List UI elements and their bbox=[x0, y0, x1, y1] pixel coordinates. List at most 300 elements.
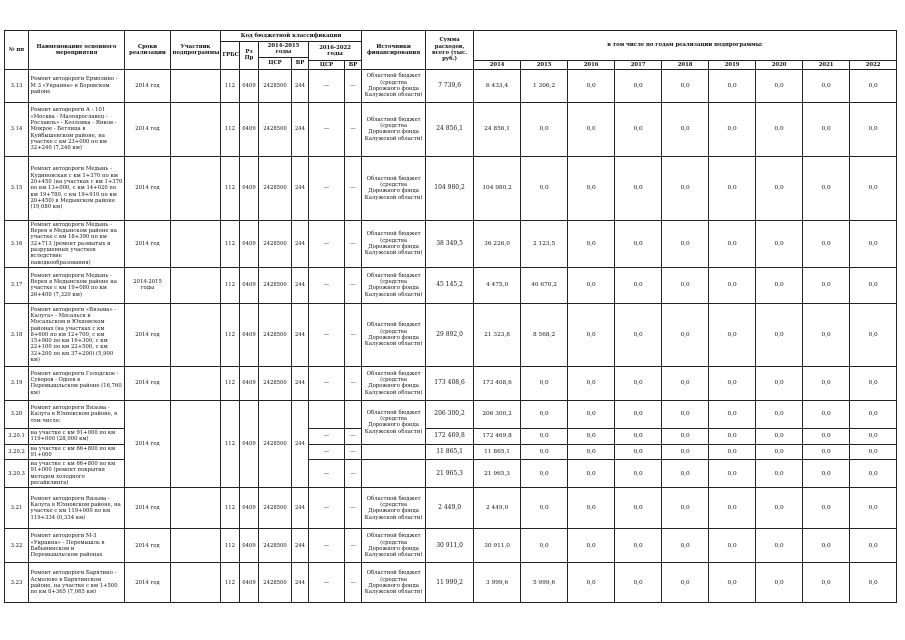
row-value: 0,0 bbox=[662, 529, 709, 563]
row-vr2: — bbox=[345, 444, 362, 460]
row-num: 3.20.3 bbox=[5, 460, 29, 488]
row-value: 0,0 bbox=[756, 220, 803, 267]
row-num: 3.19 bbox=[5, 366, 29, 400]
row-num: 3.13 bbox=[5, 69, 29, 102]
row-value: 0,0 bbox=[803, 400, 850, 428]
header-code-group: Код бюджетной классификации bbox=[221, 31, 362, 42]
row-vr2: — bbox=[345, 488, 362, 529]
row-value: 0,0 bbox=[662, 400, 709, 428]
row-csr: 2428500 bbox=[259, 563, 292, 603]
row-vr: 244 bbox=[292, 220, 309, 267]
row-participant bbox=[171, 102, 221, 156]
row-rz: 0409 bbox=[240, 563, 259, 603]
row-sum: 38 349,5 bbox=[426, 220, 474, 267]
row-grbs: 112 bbox=[221, 303, 240, 366]
row-name: Ремонт автодороги Медынь - Верея в Медынском районе на участке с км 19+080 по км 26+400 (7,320 км) bbox=[29, 267, 125, 303]
row-value: 0,0 bbox=[850, 366, 897, 400]
row-value: 0,0 bbox=[568, 400, 615, 428]
row-num: 3.20.2 bbox=[5, 444, 29, 460]
header-year: 2020 bbox=[756, 60, 803, 69]
row-rz: 0409 bbox=[240, 529, 259, 563]
row-csr2: — bbox=[309, 366, 345, 400]
row-value: 0,0 bbox=[521, 366, 568, 400]
row-value: 0,0 bbox=[521, 428, 568, 444]
header-year: 2017 bbox=[615, 60, 662, 69]
row-rz: 0409 bbox=[240, 102, 259, 156]
row-csr: 2428500 bbox=[259, 156, 292, 220]
row-csr: 2428500 bbox=[259, 488, 292, 529]
row-csr: 2428500 bbox=[259, 303, 292, 366]
row-csr2: — bbox=[309, 303, 345, 366]
row-vr: 244 bbox=[292, 156, 309, 220]
row-sum: 24 856,1 bbox=[426, 102, 474, 156]
row-value: 0,0 bbox=[803, 428, 850, 444]
row-value: 0,0 bbox=[756, 400, 803, 428]
row-csr: 2428500 bbox=[259, 102, 292, 156]
row-value: 0,0 bbox=[756, 156, 803, 220]
row-value: 0,0 bbox=[756, 428, 803, 444]
row-sum: 30 911,0 bbox=[426, 529, 474, 563]
row-value: 0,0 bbox=[615, 444, 662, 460]
row-term: 2014 год bbox=[125, 400, 171, 487]
row-csr: 2428500 bbox=[259, 267, 292, 303]
header-year: 2015 bbox=[521, 60, 568, 69]
row-vr: 244 bbox=[292, 303, 309, 366]
row-value: 0,0 bbox=[850, 69, 897, 102]
row-value: 0,0 bbox=[615, 220, 662, 267]
row-name: на участке с км 91+000 по км 119+000 (28,000 км) bbox=[29, 428, 125, 444]
header-year: 2021 bbox=[803, 60, 850, 69]
row-name: Ремонт автодороги М-3 «Украина» - Перемышль в Бабынинском и Перемышльском районах bbox=[29, 529, 125, 563]
row-value: 0,0 bbox=[850, 529, 897, 563]
row-name: Ремонт автодороги Медынь - Верея в Медынском районе на участке с км 18+390 по км 32+713 (ремонт размытых и разрушенных участков вследствие паводкообразования) bbox=[29, 220, 125, 267]
row-value: 172 469,8 bbox=[474, 428, 521, 444]
row-rz: 0409 bbox=[240, 488, 259, 529]
row-value: 0,0 bbox=[756, 69, 803, 102]
row-value: 0,0 bbox=[662, 220, 709, 267]
table-row bbox=[5, 69, 897, 102]
row-value: 0,0 bbox=[521, 400, 568, 428]
row-value: 0,0 bbox=[850, 303, 897, 366]
row-sum: 11 865,1 bbox=[426, 444, 474, 460]
row-grbs: 112 bbox=[221, 220, 240, 267]
row-value: 0,0 bbox=[662, 303, 709, 366]
row-grbs: 112 bbox=[221, 366, 240, 400]
row-value: 0,0 bbox=[756, 303, 803, 366]
row-value: 2 449,0 bbox=[474, 488, 521, 529]
table-row bbox=[5, 102, 897, 156]
header-year: 2016 bbox=[568, 60, 615, 69]
row-csr: 2428500 bbox=[259, 220, 292, 267]
row-vr2 bbox=[345, 400, 362, 428]
row-csr2: — bbox=[309, 529, 345, 563]
row-source: Областной бюджет (средства Дорожного фонда Калужской области) bbox=[362, 102, 426, 156]
row-rz: 0409 bbox=[240, 267, 259, 303]
row-value: 0,0 bbox=[568, 460, 615, 488]
row-value: 0,0 bbox=[615, 267, 662, 303]
row-csr2: — bbox=[309, 460, 345, 488]
row-rz: 0409 bbox=[240, 220, 259, 267]
row-value: 8 568,2 bbox=[521, 303, 568, 366]
row-num: 3.17 bbox=[5, 267, 29, 303]
row-grbs: 112 bbox=[221, 529, 240, 563]
row-value: 0,0 bbox=[568, 529, 615, 563]
row-participant bbox=[171, 69, 221, 102]
header-year: 2018 bbox=[662, 60, 709, 69]
row-value: 0,0 bbox=[756, 563, 803, 603]
row-source: Областной бюджет (средства Дорожного фонда Калужской области) bbox=[362, 563, 426, 603]
row-term: 2014 год bbox=[125, 488, 171, 529]
row-value: 0,0 bbox=[850, 460, 897, 488]
row-value: 0,0 bbox=[662, 488, 709, 529]
row-value: 0,0 bbox=[521, 488, 568, 529]
row-sum: 2 449,0 bbox=[426, 488, 474, 529]
row-value: 0,0 bbox=[850, 428, 897, 444]
row-value: 0,0 bbox=[568, 303, 615, 366]
row-term: 2014-2015 годы bbox=[125, 267, 171, 303]
row-rz: 0409 bbox=[240, 366, 259, 400]
row-value: 0,0 bbox=[615, 529, 662, 563]
table-row bbox=[5, 400, 897, 428]
row-grbs: 112 bbox=[221, 102, 240, 156]
row-value: 173 408,6 bbox=[474, 366, 521, 400]
table-row bbox=[5, 488, 897, 529]
row-value: 0,0 bbox=[803, 69, 850, 102]
row-value: 0,0 bbox=[709, 156, 756, 220]
row-value: 0,0 bbox=[803, 488, 850, 529]
row-csr2: — bbox=[309, 428, 345, 444]
row-csr2 bbox=[309, 400, 345, 428]
row-source: Областной бюджет (средства Дорожного фонда Калужской области) bbox=[362, 156, 426, 220]
row-value: 0,0 bbox=[803, 156, 850, 220]
row-source: Областной бюджет (средства Дорожного фонда Калужской области) bbox=[362, 220, 426, 267]
row-name: Ремонт автодороги Вязьма - Калуга в Юхновском районе, в том числе: bbox=[29, 400, 125, 428]
row-value: 0,0 bbox=[615, 563, 662, 603]
header-csr-a: ЦСР bbox=[259, 57, 292, 69]
header-rzpr: Рз Пр bbox=[240, 42, 259, 70]
header-by-year: в том числе по годам реализации подпрограммы: bbox=[474, 31, 897, 61]
row-participant bbox=[171, 267, 221, 303]
row-value: 0,0 bbox=[756, 366, 803, 400]
row-name: Ремонт автодороги «Вязьма» - Калуга» - Мосальск в Мосальском и Юхновском районах (на участках с км 8+600 по км 12+700, с км 15+900 по км 16+300, с км 22+100 по км 22+500, с км 32+200 по км 37+200) (5,900 км) bbox=[29, 303, 125, 366]
row-rz: 0409 bbox=[240, 69, 259, 102]
row-value: 1 306,2 bbox=[521, 69, 568, 102]
row-csr2: — bbox=[309, 488, 345, 529]
row-num: 3.16 bbox=[5, 220, 29, 267]
row-sum: 206 300,2 bbox=[426, 400, 474, 428]
row-value: 0,0 bbox=[850, 563, 897, 603]
row-vr: 244 bbox=[292, 488, 309, 529]
row-vr: 244 bbox=[292, 366, 309, 400]
row-value: 0,0 bbox=[568, 220, 615, 267]
row-num: 3.21 bbox=[5, 488, 29, 529]
row-value: 5 999,6 bbox=[521, 563, 568, 603]
row-value: 0,0 bbox=[568, 102, 615, 156]
header-year: 2019 bbox=[709, 60, 756, 69]
header-name: Наименование основного мероприятия bbox=[29, 31, 125, 70]
row-value: 0,0 bbox=[662, 460, 709, 488]
row-value: 0,0 bbox=[803, 444, 850, 460]
row-value: 0,0 bbox=[850, 156, 897, 220]
table-row bbox=[5, 563, 897, 603]
row-participant bbox=[171, 400, 221, 487]
row-value: 0,0 bbox=[662, 267, 709, 303]
row-source: Областной бюджет (средства Дорожного фонда Калужской области) bbox=[362, 529, 426, 563]
row-value: 2 123,5 bbox=[521, 220, 568, 267]
row-value: 0,0 bbox=[803, 563, 850, 603]
row-value: 0,0 bbox=[756, 102, 803, 156]
row-value: 0,0 bbox=[568, 366, 615, 400]
row-value: 0,0 bbox=[709, 444, 756, 460]
row-vr2: — bbox=[345, 529, 362, 563]
row-value: 0,0 bbox=[568, 488, 615, 529]
row-term: 2014 год bbox=[125, 563, 171, 603]
table-row bbox=[5, 220, 897, 267]
row-value: 30 911,0 bbox=[474, 529, 521, 563]
header-year: 2014 bbox=[474, 60, 521, 69]
row-value: 0,0 bbox=[850, 400, 897, 428]
budget-table bbox=[4, 30, 897, 603]
row-csr: 2428500 bbox=[259, 400, 292, 487]
row-value: 0,0 bbox=[662, 69, 709, 102]
row-value: 0,0 bbox=[615, 69, 662, 102]
row-value: 0,0 bbox=[568, 156, 615, 220]
row-source-blank bbox=[362, 460, 426, 488]
row-value: 0,0 bbox=[521, 444, 568, 460]
row-value: 0,0 bbox=[850, 444, 897, 460]
row-term: 2014 год bbox=[125, 69, 171, 102]
row-csr2: — bbox=[309, 102, 345, 156]
row-num: 3.23 bbox=[5, 563, 29, 603]
row-csr2: — bbox=[309, 69, 345, 102]
row-sum: 45 145,2 bbox=[426, 267, 474, 303]
row-sum: 104 980,2 bbox=[426, 156, 474, 220]
row-sum: 7 739,6 bbox=[426, 69, 474, 102]
row-value: 0,0 bbox=[709, 366, 756, 400]
row-vr2: — bbox=[345, 428, 362, 444]
row-value: 0,0 bbox=[709, 102, 756, 156]
row-value: 0,0 bbox=[709, 69, 756, 102]
row-participant bbox=[171, 563, 221, 603]
row-value: 0,0 bbox=[568, 563, 615, 603]
row-value: 0,0 bbox=[662, 156, 709, 220]
header-grbs: ГРБС bbox=[221, 42, 240, 70]
row-source-blank bbox=[362, 444, 426, 460]
row-name: на участке с км 66+800 по км 91+000 (ремонт покрытия методом холодного ресайклинга) bbox=[29, 460, 125, 488]
header-vr-b: ВР bbox=[345, 60, 362, 69]
row-source: Областной бюджет (средства Дорожного фонда Калужской области) bbox=[362, 400, 426, 444]
row-num: 3.22 bbox=[5, 529, 29, 563]
row-vr2: — bbox=[345, 563, 362, 603]
row-sum: 173 408,6 bbox=[426, 366, 474, 400]
row-vr: 244 bbox=[292, 267, 309, 303]
row-vr2: — bbox=[345, 460, 362, 488]
row-term: 2014 год bbox=[125, 366, 171, 400]
row-sum: 29 892,0 bbox=[426, 303, 474, 366]
header-csr-b: ЦСР bbox=[309, 60, 345, 69]
row-grbs: 112 bbox=[221, 563, 240, 603]
row-csr2: — bbox=[309, 267, 345, 303]
header-term: Сроки реализации bbox=[125, 31, 171, 70]
row-rz: 0409 bbox=[240, 303, 259, 366]
row-vr: 244 bbox=[292, 69, 309, 102]
row-vr2: — bbox=[345, 69, 362, 102]
row-value: 0,0 bbox=[568, 428, 615, 444]
table-row bbox=[5, 267, 897, 303]
row-value: 0,0 bbox=[850, 488, 897, 529]
row-value: 21 323,8 bbox=[474, 303, 521, 366]
row-name: Ремонт автодороги А - 101 «Москва - Малоярославец - Рославль» - Козловка - Янков - Мокрое - Бетлица в Куйбышевском районе, на участке с км 23+000 по км 32+240 (7,240 км) bbox=[29, 102, 125, 156]
row-num: 3.20 bbox=[5, 400, 29, 428]
row-value: 0,0 bbox=[521, 156, 568, 220]
row-source: Областной бюджет (средства Дорожного фонда Калужской области) bbox=[362, 488, 426, 529]
row-csr2: — bbox=[309, 444, 345, 460]
table-row bbox=[5, 156, 897, 220]
row-grbs: 112 bbox=[221, 400, 240, 487]
row-value: 0,0 bbox=[615, 366, 662, 400]
row-value: 0,0 bbox=[756, 488, 803, 529]
row-value: 21 965,3 bbox=[474, 460, 521, 488]
row-term: 2014 год bbox=[125, 156, 171, 220]
row-name: Ремонт автодороги Барятино - Асмолово в Барятинском районе, на участке с км 1+500 по км 8+365 (7,065 км) bbox=[29, 563, 125, 603]
row-value: 0,0 bbox=[521, 460, 568, 488]
row-value: 0,0 bbox=[803, 267, 850, 303]
row-csr: 2428500 bbox=[259, 69, 292, 102]
row-csr2: — bbox=[309, 220, 345, 267]
row-value: 0,0 bbox=[709, 428, 756, 444]
row-grbs: 112 bbox=[221, 156, 240, 220]
row-value: 0,0 bbox=[709, 400, 756, 428]
row-vr2: — bbox=[345, 366, 362, 400]
row-rz: 0409 bbox=[240, 156, 259, 220]
row-sum: 11 999,2 bbox=[426, 563, 474, 603]
row-value: 0,0 bbox=[756, 444, 803, 460]
row-source: Областной бюджет (средства Дорожного фонда Калужской области) bbox=[362, 366, 426, 400]
row-value: 3 999,6 bbox=[474, 563, 521, 603]
row-value: 0,0 bbox=[756, 529, 803, 563]
row-value: 0,0 bbox=[662, 102, 709, 156]
row-vr2: — bbox=[345, 156, 362, 220]
row-value: 0,0 bbox=[615, 156, 662, 220]
header-num: № пп bbox=[5, 31, 29, 70]
row-name: Ремонт автодороги Медынь - Кудиновская с км 1+370 по км 20+450 (на участках с км 1+370 по км 13+000, с км 14+020 по км 19+780, с км 19+910 по км 20+450) в Медынском районе (19,080 км) bbox=[29, 156, 125, 220]
row-value: 0,0 bbox=[568, 69, 615, 102]
row-value: 0,0 bbox=[709, 267, 756, 303]
row-value: 0,0 bbox=[850, 102, 897, 156]
row-value: 0,0 bbox=[709, 529, 756, 563]
row-source: Областной бюджет (средства Дорожного фонда Калужской области) bbox=[362, 267, 426, 303]
row-value: 0,0 bbox=[568, 444, 615, 460]
table-body bbox=[5, 69, 897, 602]
row-grbs: 112 bbox=[221, 267, 240, 303]
row-csr: 2428500 bbox=[259, 529, 292, 563]
header-years-b: 2016-2022 годы bbox=[309, 42, 362, 61]
row-source: Областной бюджет (средства Дорожного фонда Калужской области) bbox=[362, 69, 426, 102]
row-vr2: — bbox=[345, 102, 362, 156]
row-participant bbox=[171, 156, 221, 220]
row-value: 0,0 bbox=[850, 267, 897, 303]
row-value: 0,0 bbox=[803, 102, 850, 156]
row-value: 206 300,2 bbox=[474, 400, 521, 428]
row-term: 2014 год bbox=[125, 303, 171, 366]
row-participant bbox=[171, 366, 221, 400]
row-value: 0,0 bbox=[615, 303, 662, 366]
row-name: Ремонт автодороги Голодское - Суворов - Одоев в Перемышльском районе (16,760 км) bbox=[29, 366, 125, 400]
row-value: 0,0 bbox=[568, 267, 615, 303]
row-source: Областной бюджет (средства Дорожного фонда Калужской области) bbox=[362, 303, 426, 366]
row-num: 3.20.1 bbox=[5, 428, 29, 444]
row-value: 0,0 bbox=[615, 102, 662, 156]
row-term: 2014 год bbox=[125, 220, 171, 267]
table-row bbox=[5, 366, 897, 400]
row-num: 3.14 bbox=[5, 102, 29, 156]
row-num: 3.15 bbox=[5, 156, 29, 220]
row-value: 0,0 bbox=[615, 400, 662, 428]
row-value: 0,0 bbox=[709, 488, 756, 529]
row-value: 0,0 bbox=[709, 303, 756, 366]
header-year: 2022 bbox=[850, 60, 897, 69]
row-value: 0,0 bbox=[662, 563, 709, 603]
row-vr: 244 bbox=[292, 400, 309, 487]
row-value: 0,0 bbox=[803, 460, 850, 488]
row-name: Ремонт автодороги Ермолино - М 3 «Украина» в Боровском районе bbox=[29, 69, 125, 102]
row-vr2: — bbox=[345, 303, 362, 366]
row-value: 0,0 bbox=[803, 220, 850, 267]
row-value: 0,0 bbox=[615, 428, 662, 444]
row-participant bbox=[171, 529, 221, 563]
row-csr2: — bbox=[309, 563, 345, 603]
header-source: Источники финансирования bbox=[362, 31, 426, 70]
row-value: 0,0 bbox=[756, 267, 803, 303]
row-participant bbox=[171, 303, 221, 366]
row-value: 0,0 bbox=[615, 488, 662, 529]
row-value: 4 475,0 bbox=[474, 267, 521, 303]
row-rz: 0409 bbox=[240, 400, 259, 487]
table-row bbox=[5, 529, 897, 563]
row-value: 24 856,1 bbox=[474, 102, 521, 156]
row-vr: 244 bbox=[292, 102, 309, 156]
row-value: 0,0 bbox=[803, 303, 850, 366]
table-row bbox=[5, 303, 897, 366]
row-value: 40 670,2 bbox=[521, 267, 568, 303]
row-value: 0,0 bbox=[756, 460, 803, 488]
row-name: Ремонт автодороги Вязьма - Калуга в Юхновском районе, на участке с км 119+000 по км 119+334 (0,334 км) bbox=[29, 488, 125, 529]
row-grbs: 112 bbox=[221, 488, 240, 529]
row-sum: 172 469,8 bbox=[426, 428, 474, 444]
header-vr-a: ВР bbox=[292, 57, 309, 69]
row-value: 11 865,1 bbox=[474, 444, 521, 460]
row-vr2: — bbox=[345, 220, 362, 267]
table-header bbox=[5, 31, 897, 70]
row-term: 2014 год bbox=[125, 529, 171, 563]
row-vr2: — bbox=[345, 267, 362, 303]
row-csr: 2428500 bbox=[259, 366, 292, 400]
row-value: 0,0 bbox=[662, 444, 709, 460]
header-years-a: 2014-2015 годы bbox=[259, 42, 309, 58]
row-vr: 244 bbox=[292, 563, 309, 603]
row-grbs: 112 bbox=[221, 69, 240, 102]
row-value: 0,0 bbox=[709, 220, 756, 267]
row-participant bbox=[171, 220, 221, 267]
row-value: 0,0 bbox=[615, 460, 662, 488]
row-value: 0,0 bbox=[521, 529, 568, 563]
row-participant bbox=[171, 488, 221, 529]
header-sum: Сумма расходов, всего (тыс. руб.) bbox=[426, 31, 474, 70]
row-vr: 244 bbox=[292, 529, 309, 563]
row-value: 0,0 bbox=[662, 428, 709, 444]
row-value: 0,0 bbox=[709, 563, 756, 603]
row-name: на участке с км 66+800 по км 91+000 bbox=[29, 444, 125, 460]
